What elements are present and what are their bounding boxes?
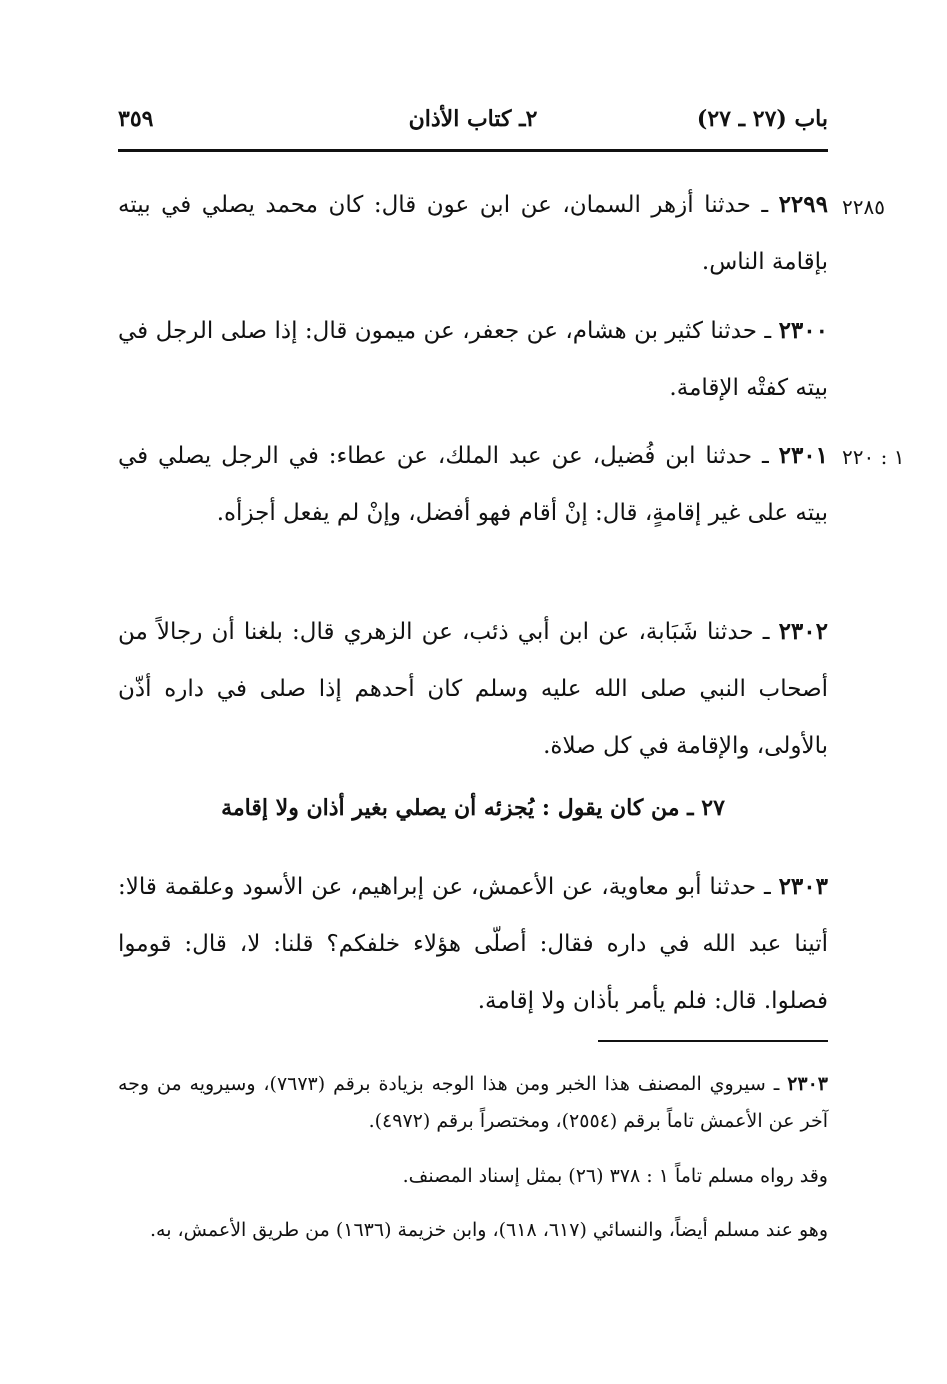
margin-ref-1: ٢٢٨٥ [842, 195, 885, 219]
hadith-2303 [118, 858, 828, 1030]
hadith-text: ـ حدثنا ابن فُضيل، عن عبد الملك، عن عطاء: في الرجل يصلي في بيته على غير إقامةٍ، قال: إنْ أقام فهو أفضل، وإنْ لم يفعل أجزأه. [118, 443, 828, 526]
hadith-number: ٢٣٠٣ [778, 873, 828, 900]
footnote-2: وقد رواه مسلم تاماً ١ : ٣٧٨ (٢٦) بمثل إسناد المصنف. [402, 1165, 828, 1187]
hadith-2301 [118, 427, 828, 542]
book-title: ٢ـ كتاب الأذان [408, 106, 538, 132]
margin-ref-2: ١ : ٢٢٠ [842, 445, 905, 469]
hadith-number: ٢٣٠١ [778, 442, 829, 469]
hadith-number: ٢٣٠٠ [778, 317, 828, 344]
hadith-text: ـ حدثنا كثير بن هشام، عن جعفر، عن ميمون قال: إذا صلى الرجل في بيته كفتْه الإقامة. [118, 318, 828, 401]
page-number: ٣٥٩ [118, 106, 154, 132]
chapter-ref: باب (٢٧ ـ ٢٧) [696, 106, 828, 132]
hadith-2300 [118, 302, 828, 417]
hadith-number: ٢٢٩٩ [778, 191, 828, 218]
footnote-text: ـ سيروي المصنف هذا الخبر ومن هذا الوجه بزيادة برقم (٧٦٧٣)، وسيرويه من وجه آخر عن الأعمش تاماً برقم (٢٥٥٤)، ومختصراً برقم (٤٩٧٢). [118, 1073, 828, 1132]
hadith-text: ـ حدثنا أزهر السمان، عن ابن عون قال: كان محمد يصلي في بيته بإقامة الناس. [118, 192, 828, 275]
chapter-heading: ٢٧ ـ من كان يقول : يُجزئه أن يصلي بغير أذان ولا إقامة [221, 795, 725, 821]
header-rule [118, 149, 828, 152]
footnote-rule [598, 1040, 828, 1042]
footnote-3: وهو عند مسلم أيضاً، والنسائي (٦١٧، ٦١٨)، وابن خزيمة (١٦٣٦) من طريق الأعمش، به. [149, 1219, 828, 1241]
page-header [118, 100, 828, 140]
footnote-number: ٢٣٠٣ [787, 1073, 828, 1095]
hadith-number: ٢٣٠٢ [778, 618, 828, 645]
hadith-2299 [118, 176, 828, 291]
hadith-text: ـ حدثنا أبو معاوية، عن الأعمش، عن إبراهيم، عن الأسود وعلقمة قالا: أتينا عبد الله في داره فقال: أصلّى هؤلاء خلفكم؟ قلنا: لا، قال: قوموا فصلوا. قال: فلم يأمر بأذان ولا إقامة. [118, 874, 828, 1014]
hadith-text: ـ حدثنا شَبَابة، عن ابن أبي ذئب، عن الزهري قال: بلغنا أن رجالاً من أصحاب النبي صلى الله عليه وسلم كان أحدهم إذا صلى في داره أذّن بالأولى، والإقامة في كل صلاة. [118, 619, 828, 759]
footnote-1 [118, 1066, 828, 1140]
hadith-2302 [118, 603, 828, 775]
